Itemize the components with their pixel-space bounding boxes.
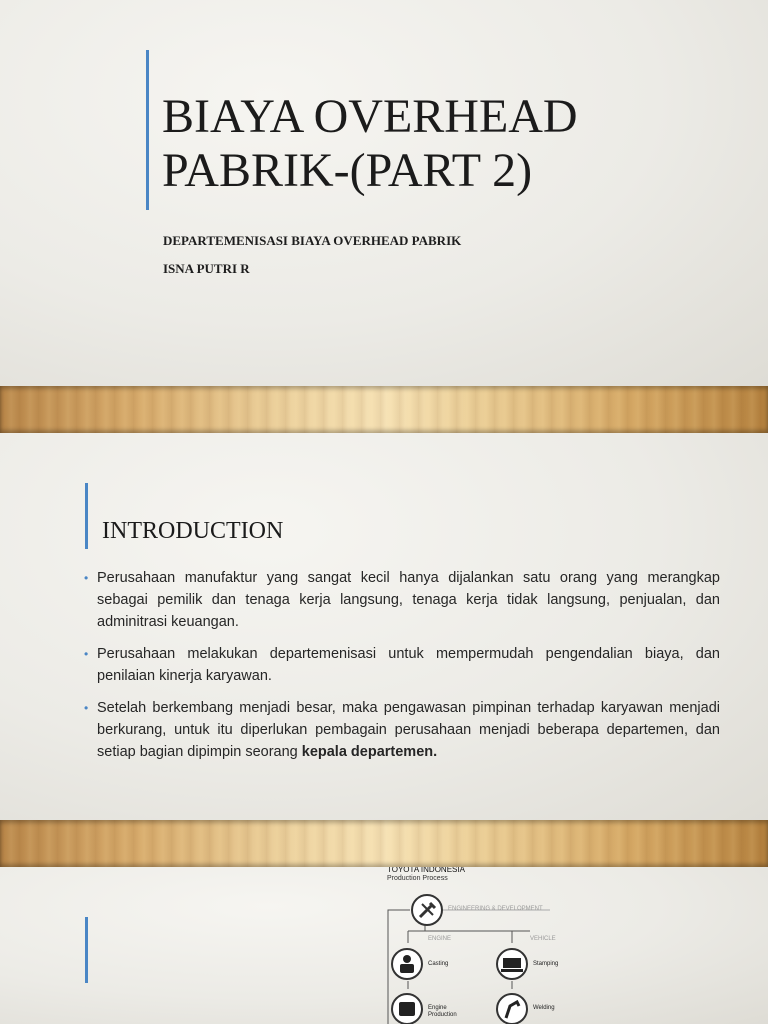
figure-subtitle: Production Process <box>387 875 448 882</box>
intro-accent-bar <box>85 483 88 549</box>
stamping-press-icon <box>495 947 529 981</box>
process-accent-bar <box>85 917 88 983</box>
bullet-text: Perusahaan melakukan departemenisasi untuk mempermudah pengendalian biaya, dan penilaian kinerja karyawan. <box>97 646 720 684</box>
introduction-slide <box>0 433 768 820</box>
figure-title: TOYOTA INDONESIA <box>387 867 465 874</box>
list-item <box>84 643 720 687</box>
vehicle-label: VEHICLE <box>530 936 556 942</box>
production-process-slide <box>0 867 768 1024</box>
engine-production-label: Engine Production <box>428 1005 457 1018</box>
bullet-text: Setelah berkembang menjadi besar, maka pengawasan pimpinan terhadap karyawan menjadi berkurang, untuk itu diperlukan pembagain perusahaan menjadi beberapa departemen, dan setiap bagian dipimpin seorang <box>97 700 720 760</box>
production-process-diagram <box>380 867 580 1024</box>
welding-robot-icon <box>495 992 529 1024</box>
casting-label: Casting <box>428 961 449 967</box>
slide-title-line2: PABRIK-(PART 2) <box>162 144 533 197</box>
slide-subtitle: DEPARTEMENISASI BIAYA OVERHEAD PABRIK <box>163 233 462 248</box>
intro-title: INTRODUCTION <box>102 518 284 544</box>
list-item <box>84 697 720 763</box>
bullet-icon: • <box>84 647 89 661</box>
engineering-label: ENGINEERING & DEVELOPMENT <box>448 906 543 912</box>
list-item <box>84 567 720 633</box>
bullet-icon: • <box>84 701 89 715</box>
welding-label: Welding <box>533 1005 555 1011</box>
wrench-screwdriver-icon <box>410 893 444 927</box>
slide-author: ISNA PUTRI R <box>163 261 250 276</box>
casting-worker-icon <box>390 947 424 981</box>
engine-label: ENGINE <box>428 936 452 942</box>
bullet-text: Perusahaan manufaktur yang sangat kecil hanya dijalankan satu orang yang merangkap sebagai pemilik dan tenaga kerja langsung, tenaga kerja tidak langsung, penjualan, dan adminitrasi keuangan. <box>97 570 720 630</box>
wood-divider <box>0 820 768 867</box>
title-accent-bar <box>146 50 149 210</box>
stamping-label: Stamping <box>533 961 559 967</box>
slide-title <box>162 90 578 198</box>
slide-title-line1: BIAYA OVERHEAD <box>162 90 578 143</box>
wood-divider <box>0 386 768 433</box>
title-slide <box>0 0 768 386</box>
intro-bullet-list <box>84 567 720 773</box>
engine-block-icon <box>390 992 424 1024</box>
bullet-icon: • <box>84 571 89 585</box>
bullet-bold-text: kepala departemen. <box>301 744 438 760</box>
